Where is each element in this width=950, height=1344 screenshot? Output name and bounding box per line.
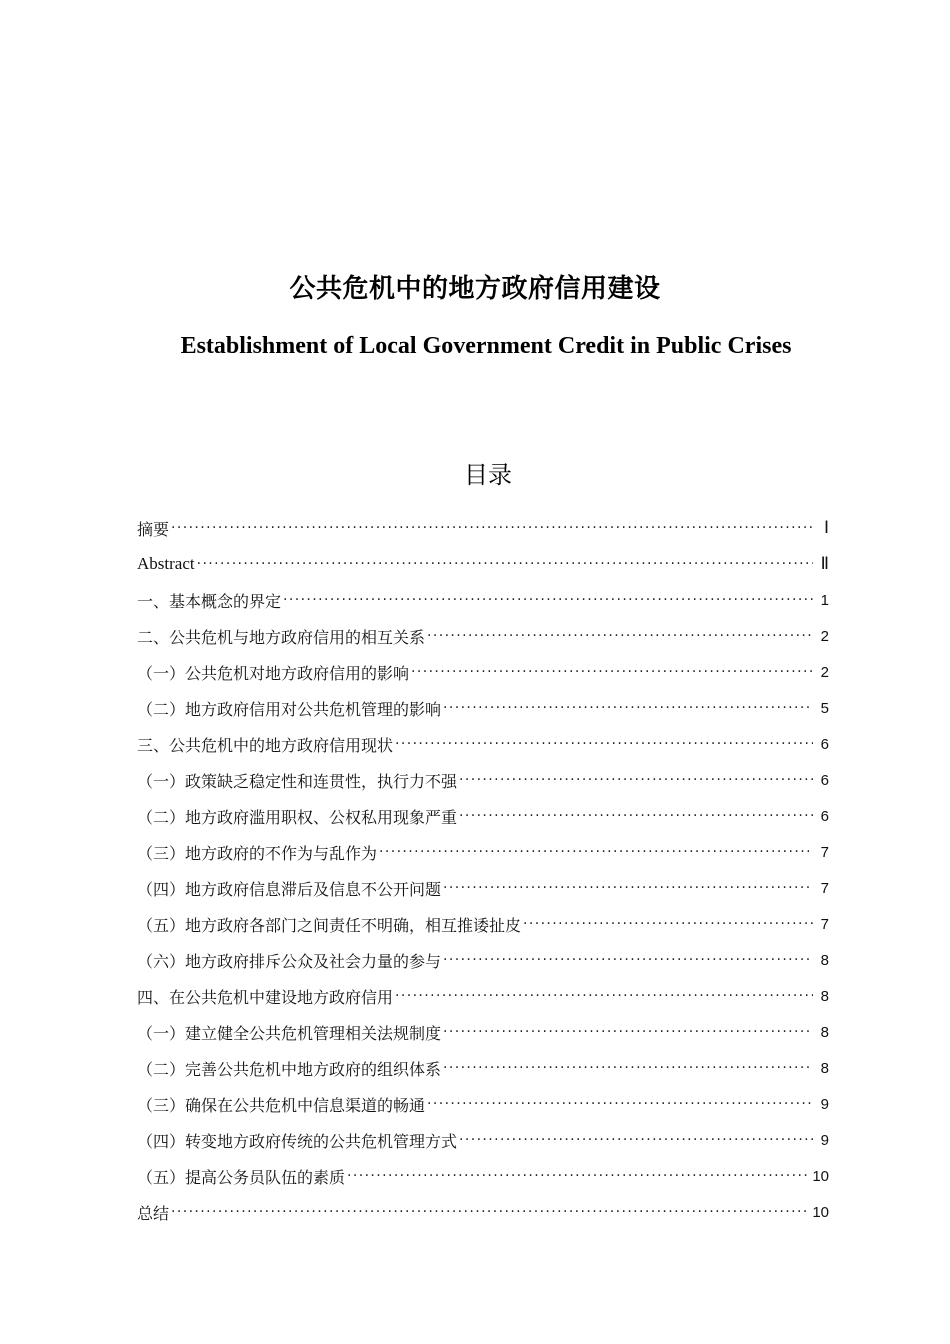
toc-entry-label: （三）地方政府的不作为与乱作为 <box>137 843 378 863</box>
toc-leader-dots <box>283 590 813 610</box>
toc-entry-7[interactable] <box>137 726 829 762</box>
toc-entry-14[interactable] <box>137 978 829 1014</box>
toc-entry-16[interactable] <box>137 1050 829 1086</box>
toc-entry-15[interactable] <box>137 1014 829 1050</box>
toc-entry-page-number: 8 <box>820 951 829 969</box>
toc-entry-10[interactable] <box>137 834 829 870</box>
toc-entry-9[interactable] <box>137 798 829 834</box>
toc-entry-page-number: 7 <box>820 915 829 933</box>
toc-leader-dots <box>411 662 813 682</box>
toc-entry-1[interactable] <box>137 510 829 546</box>
toc-entry-page-number: 1 <box>820 591 829 609</box>
toc-entry-label: 总结 <box>137 1203 170 1223</box>
toc-entry-label: Abstract <box>137 554 195 573</box>
toc-entry-5[interactable] <box>137 654 829 690</box>
toc-entry-page-number: 8 <box>820 1059 829 1077</box>
toc-entry-page-number: 6 <box>820 807 829 825</box>
toc-leader-dots <box>523 914 813 934</box>
toc-entry-label: 一、基本概念的界定 <box>137 591 282 611</box>
toc-entry-19[interactable] <box>137 1158 829 1194</box>
toc-leader-dots <box>427 626 813 646</box>
toc-entry-page-number: 10 <box>812 1203 829 1221</box>
document-title-chinese: 公共危机中的地方政府信用建设 <box>289 274 661 304</box>
toc-entry-label: 四、在公共危机中建设地方政府信用 <box>137 987 394 1007</box>
document-title-english: Establishment of Local Government Credit in Public Crises <box>180 333 792 359</box>
toc-entry-label: （三）确保在公共危机中信息渠道的畅通 <box>137 1095 426 1115</box>
toc-leader-dots <box>197 554 813 574</box>
toc-leader-dots <box>459 1130 813 1150</box>
toc-leader-dots <box>443 878 813 898</box>
toc-entry-page-number: 10 <box>812 1167 829 1185</box>
toc-entry-label: （一）公共危机对地方政府信用的影响 <box>137 663 410 683</box>
toc-leader-dots <box>459 770 813 790</box>
toc-leader-dots <box>427 1094 813 1114</box>
toc-leader-dots <box>443 950 813 970</box>
toc-entry-label: （二）地方政府信用对公共危机管理的影响 <box>137 699 442 719</box>
toc-entry-page-number: 6 <box>820 735 829 753</box>
toc-entry-page-number: 7 <box>820 879 829 897</box>
toc-entry-page-number: 8 <box>820 1023 829 1041</box>
toc-entry-label: （五）提高公务员队伍的素质 <box>137 1167 346 1187</box>
toc-entry-page-number: 8 <box>820 987 829 1005</box>
toc-leader-dots <box>443 1058 813 1078</box>
toc-entry-page-number: 9 <box>820 1095 829 1113</box>
toc-leader-dots <box>459 806 813 826</box>
toc-entry-label: （一）建立健全公共危机管理相关法规制度 <box>137 1023 442 1043</box>
toc-heading: 目录 <box>464 461 512 489</box>
toc-entry-label: （四）地方政府信息滞后及信息不公开问题 <box>137 879 442 899</box>
toc-entry-6[interactable] <box>137 690 829 726</box>
toc-entry-label: （五）地方政府各部门之间责任不明确，相互推诿扯皮 <box>137 915 522 935</box>
toc-leader-dots <box>347 1166 810 1186</box>
toc-leader-dots <box>443 698 813 718</box>
toc-entry-12[interactable] <box>137 906 829 942</box>
toc-entry-3[interactable] <box>137 582 829 618</box>
toc-entry-13[interactable] <box>137 942 829 978</box>
toc-entry-label: （四）转变地方政府传统的公共危机管理方式 <box>137 1131 458 1151</box>
toc-entry-page-number: Ⅰ <box>823 518 829 537</box>
toc-leader-dots <box>395 986 813 1006</box>
toc-leader-dots <box>443 1022 813 1042</box>
toc-leader-dots <box>171 518 813 538</box>
toc-entry-page-number: 7 <box>820 843 829 861</box>
toc-entry-label: （二）地方政府滥用职权、公权私用现象严重 <box>137 807 458 827</box>
toc-entry-8[interactable] <box>137 762 829 798</box>
toc-entry-page-number: 6 <box>820 771 829 789</box>
toc-leader-dots <box>395 734 813 754</box>
toc-entry-label: 二、公共危机与地方政府信用的相互关系 <box>137 627 426 647</box>
toc-entry-11[interactable] <box>137 870 829 906</box>
toc-entry-page-number: Ⅱ <box>820 554 829 573</box>
toc-entry-18[interactable] <box>137 1122 829 1158</box>
toc-entry-page-number: 5 <box>820 699 829 717</box>
toc-entry-label: 三、公共危机中的地方政府信用现状 <box>137 735 394 755</box>
toc-entry-4[interactable] <box>137 618 829 654</box>
toc-entry-label: （一）政策缺乏稳定性和连贯性，执行力不强 <box>137 771 458 791</box>
toc-entry-page-number: 9 <box>820 1131 829 1149</box>
toc-entry-page-number: 2 <box>820 663 829 681</box>
toc-entry-label: （六）地方政府排斥公众及社会力量的参与 <box>137 951 442 971</box>
toc-entry-label: （二）完善公共危机中地方政府的组织体系 <box>137 1059 442 1079</box>
toc-entry-20[interactable] <box>137 1194 829 1230</box>
toc-entry-label: 摘要 <box>137 519 170 539</box>
table-of-contents <box>137 510 829 1230</box>
toc-entry-17[interactable] <box>137 1086 829 1122</box>
toc-entry-2[interactable] <box>137 546 829 582</box>
toc-entry-page-number: 2 <box>820 627 829 645</box>
toc-leader-dots <box>379 842 813 862</box>
toc-leader-dots <box>171 1202 810 1222</box>
